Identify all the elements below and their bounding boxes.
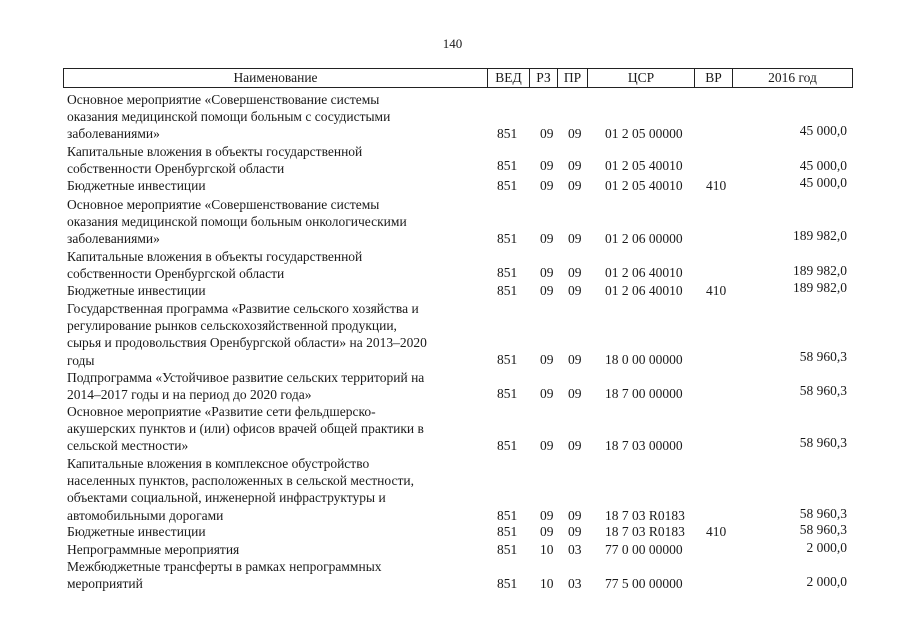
row-name: Государственная программа «Развитие сельского хозяйства и регулирование рынков сельскохозяйственной продукции, сырья и продовольствия Оренбургской области» на 2013–2020 годы: [67, 301, 427, 368]
row-csr: 01 2 05 40010: [605, 178, 683, 193]
header-year: 2016 год: [732, 69, 852, 87]
row-ved: 851: [497, 126, 518, 141]
row-csr: 01 2 05 40010: [605, 158, 683, 173]
row-name: Основное мероприятие «Совершенствование системы оказания медицинской помощи больным онкологическими заболеваниями»: [67, 197, 407, 247]
row-csr: 01 2 05 00000: [605, 126, 683, 141]
row-vr: 410: [706, 524, 727, 539]
row-ved: 851: [497, 524, 518, 539]
row-rz: 09: [540, 508, 554, 523]
row-csr: 18 7 00 00000: [605, 386, 683, 401]
row-csr: 18 7 03 R0183: [605, 524, 685, 539]
row-ved: 851: [497, 508, 518, 523]
row-csr: 01 2 06 40010: [605, 265, 683, 280]
row-amount: 189 982,0: [793, 263, 847, 278]
row-amount: 58 960,3: [799, 435, 847, 450]
row-csr: 18 7 03 00000: [605, 438, 683, 453]
row-name: Бюджетные инвестиции: [67, 524, 206, 539]
row-vr: 410: [706, 283, 727, 298]
row-amount: 189 982,0: [793, 280, 847, 295]
row-rz: 09: [540, 265, 554, 280]
row-amount: 189 982,0: [793, 228, 847, 243]
row-amount: 45 000,0: [799, 123, 847, 138]
row-ved: 851: [497, 576, 518, 591]
row-amount: 58 960,3: [799, 349, 847, 364]
row-rz: 09: [540, 524, 554, 539]
row-pr: 09: [568, 231, 582, 246]
header-pr: ПР: [557, 69, 587, 87]
row-ved: 851: [497, 386, 518, 401]
row-amount: 58 960,3: [799, 506, 847, 521]
row-pr: 09: [568, 126, 582, 141]
row-amount: 58 960,3: [799, 522, 847, 537]
row-csr: 01 2 06 40010: [605, 283, 683, 298]
row-amount: 2 000,0: [806, 540, 847, 555]
header-name: Наименование: [233, 70, 318, 85]
header-ved: ВЕД: [487, 69, 529, 87]
row-ved: 851: [497, 352, 518, 367]
row-name: Бюджетные инвестиции: [67, 178, 206, 193]
row-pr: 09: [568, 283, 582, 298]
row-name: Капитальные вложения в объекты государственной собственности Оренбургской области: [67, 249, 363, 282]
header-csr: ЦСР: [587, 69, 694, 87]
row-amount: 45 000,0: [799, 158, 847, 173]
header-vr: ВР: [694, 69, 732, 87]
row-pr: 09: [568, 352, 582, 367]
row-csr: 77 0 00 00000: [605, 542, 683, 557]
row-rz: 10: [540, 576, 554, 591]
row-ved: 851: [497, 178, 518, 193]
row-csr: 18 7 03 R0183: [605, 508, 685, 523]
row-ved: 851: [497, 158, 518, 173]
row-csr: 18 0 00 00000: [605, 352, 683, 367]
row-name: Основное мероприятие «Совершенствование системы оказания медицинской помощи больным с сосудистыми заболеваниями»: [67, 92, 391, 142]
row-name: Подпрограмма «Устойчивое развитие сельских территорий на 2014–2017 годы и на период до 2020 года»: [67, 370, 425, 403]
row-pr: 09: [568, 508, 582, 523]
row-amount: 2 000,0: [806, 574, 847, 589]
row-amount: 58 960,3: [799, 383, 847, 398]
row-rz: 09: [540, 231, 554, 246]
row-pr: 09: [568, 158, 582, 173]
row-csr: 77 5 00 00000: [605, 576, 683, 591]
row-name: Капитальные вложения в комплексное обустройство населенных пунктов, расположенных в сельской местности, объектами социальной, инженерной инфраструктуры и автомобильными дорогами: [67, 456, 414, 523]
row-rz: 09: [540, 438, 554, 453]
row-pr: 09: [568, 524, 582, 539]
row-name: Бюджетные инвестиции: [67, 283, 206, 298]
row-rz: 09: [540, 283, 554, 298]
row-name: Капитальные вложения в объекты государственной собственности Оренбургской области: [67, 144, 363, 177]
row-rz: 09: [540, 352, 554, 367]
row-rz: 09: [540, 158, 554, 173]
row-pr: 09: [568, 386, 582, 401]
row-name: Основное мероприятие «Развитие сети фельдшерско- акушерских пунктов и (или) офисов врачей общей практики в сельской местности»: [67, 404, 424, 454]
row-name: Непрограммные мероприятия: [67, 542, 240, 557]
row-pr: 09: [568, 265, 582, 280]
row-vr: 410: [706, 178, 727, 193]
row-rz: 09: [540, 178, 554, 193]
row-ved: 851: [497, 231, 518, 246]
row-amount: 45 000,0: [799, 175, 847, 190]
page-number: 140: [442, 36, 463, 51]
row-pr: 09: [568, 178, 582, 193]
row-pr: 03: [568, 576, 582, 591]
header-rz: РЗ: [529, 69, 557, 87]
row-pr: 09: [568, 438, 582, 453]
row-name: Межбюджетные трансферты в рамках непрограммных мероприятий: [67, 559, 382, 592]
row-ved: 851: [497, 265, 518, 280]
row-csr: 01 2 06 00000: [605, 231, 683, 246]
row-ved: 851: [497, 283, 518, 298]
row-pr: 03: [568, 542, 582, 557]
row-rz: 10: [540, 542, 554, 557]
row-ved: 851: [497, 542, 518, 557]
row-rz: 09: [540, 386, 554, 401]
row-ved: 851: [497, 438, 518, 453]
row-rz: 09: [540, 126, 554, 141]
